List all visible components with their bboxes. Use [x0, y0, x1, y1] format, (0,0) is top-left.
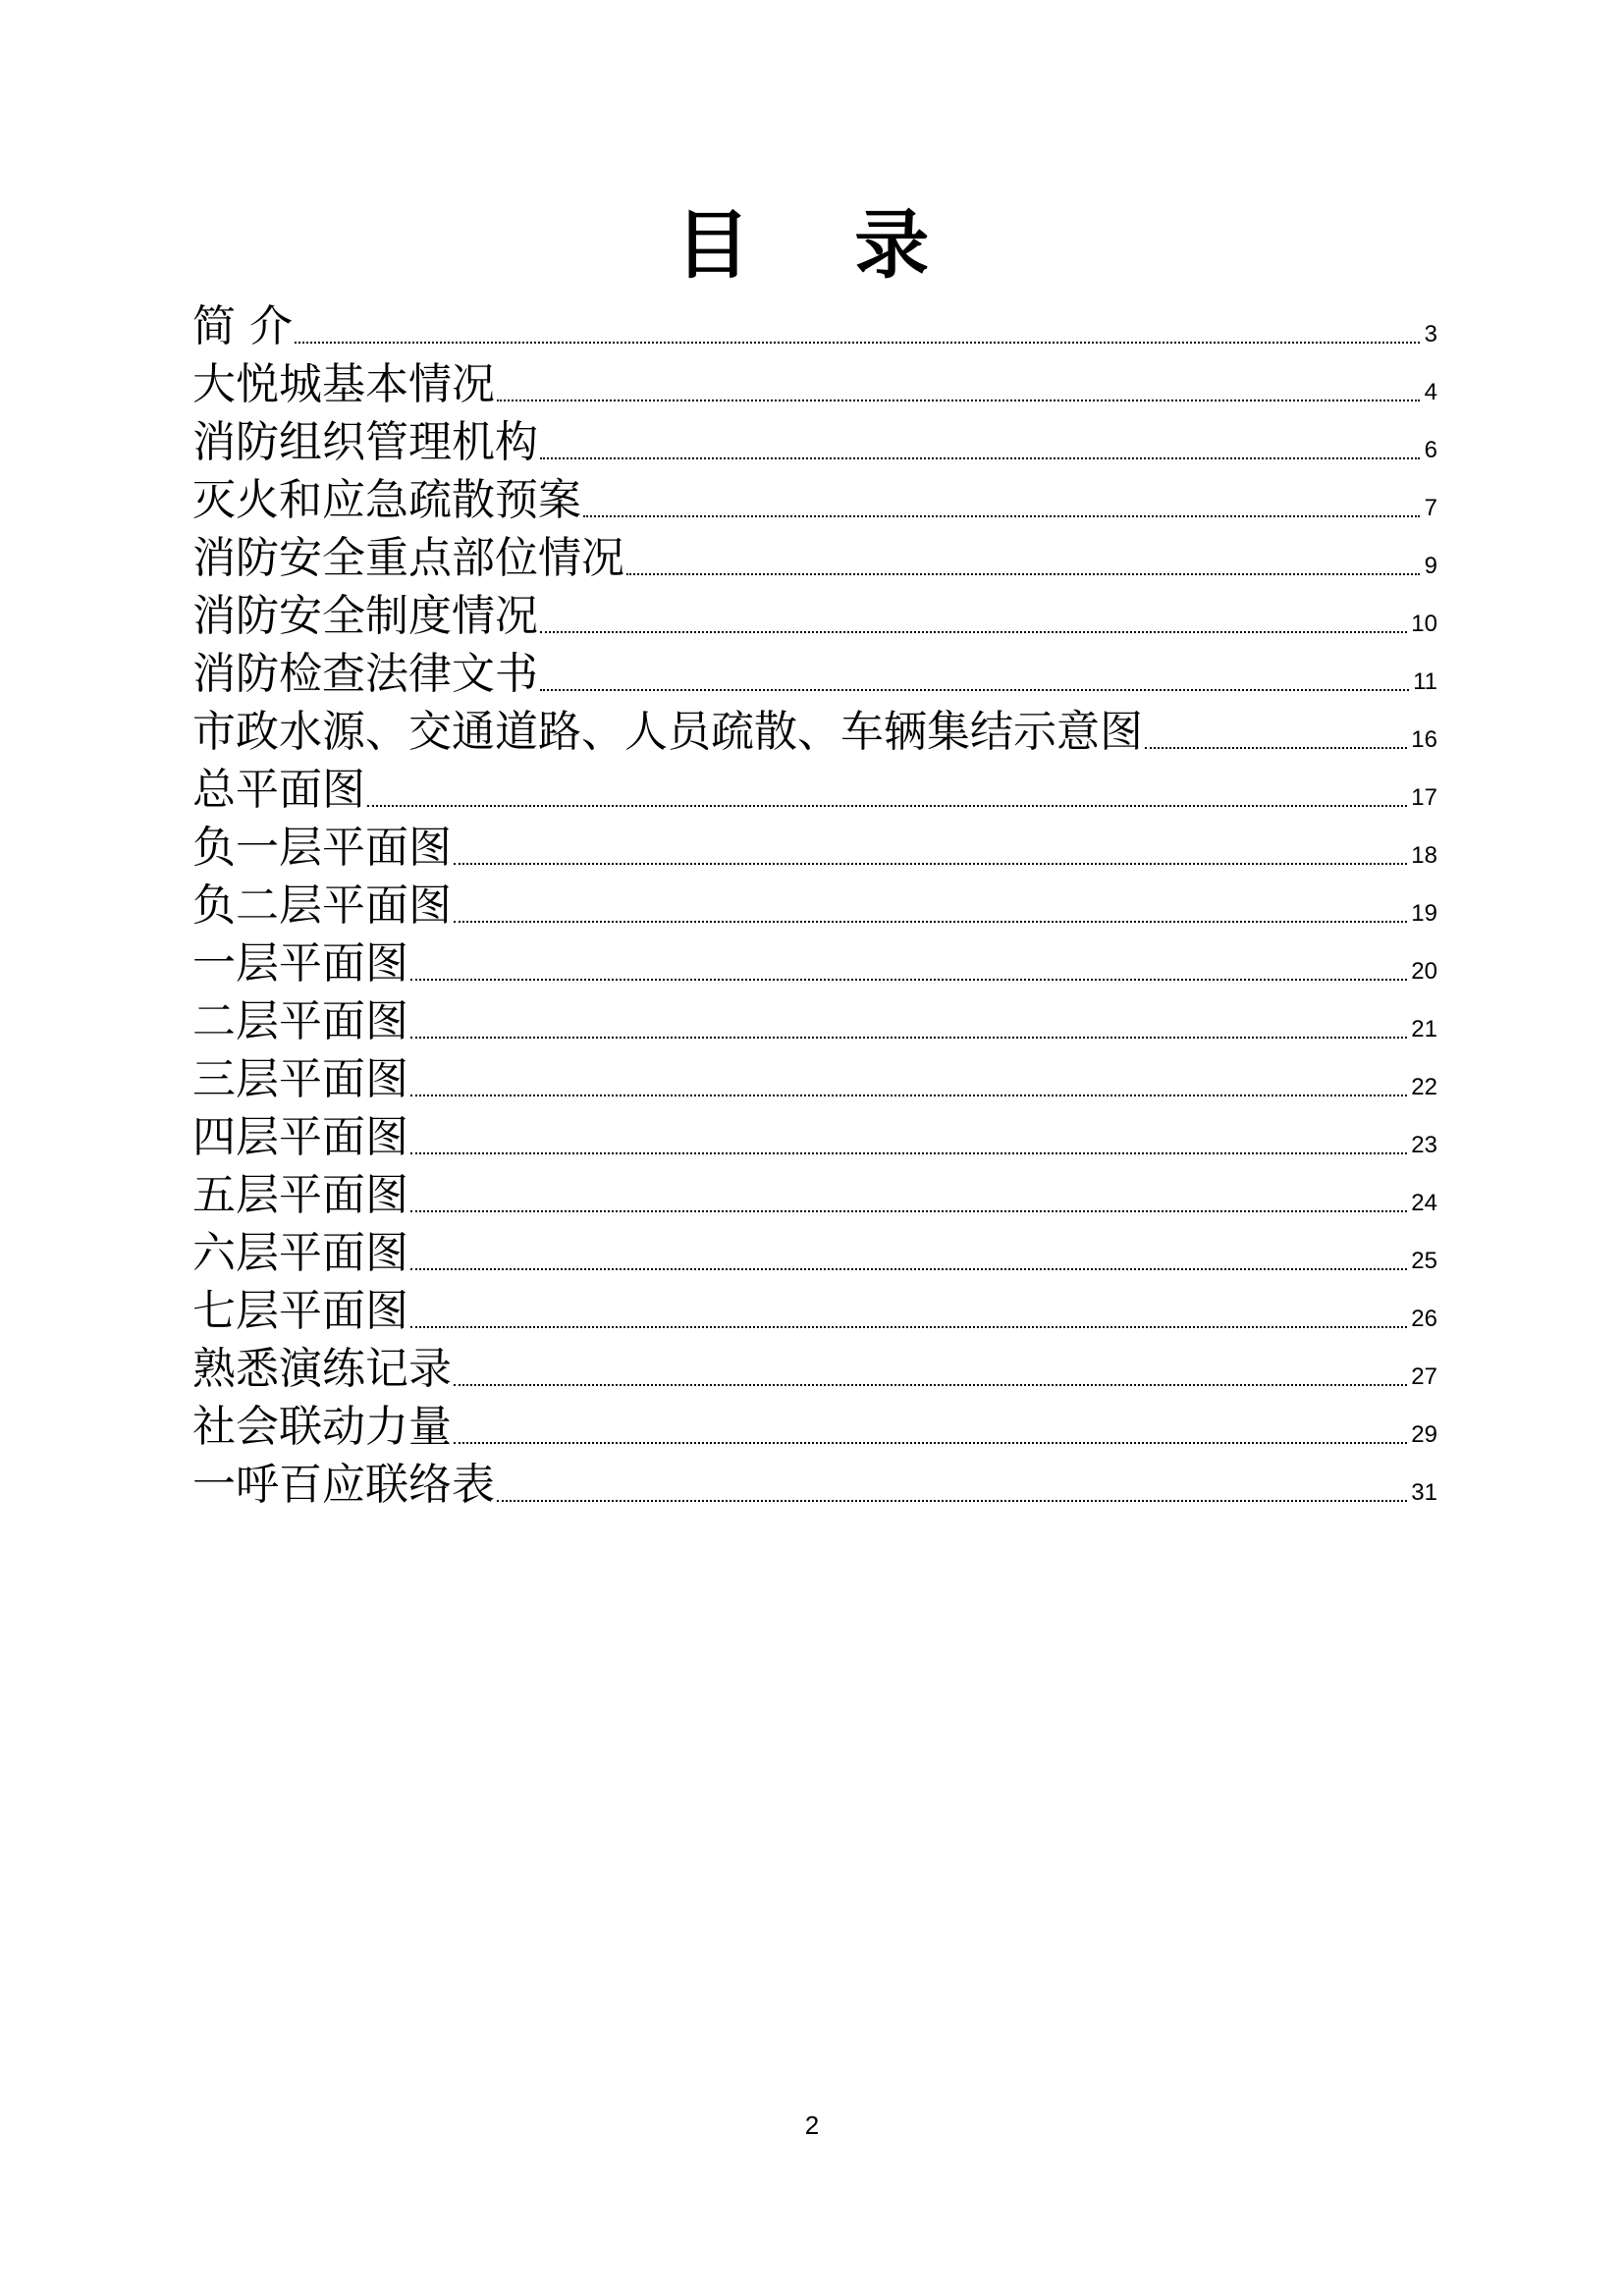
toc-entry-page-number: 27: [1411, 1363, 1437, 1390]
toc-entry-page-number: 19: [1411, 900, 1437, 927]
toc-title: 目 录: [675, 201, 969, 289]
toc-entry-page-number: 7: [1424, 495, 1437, 521]
toc-entry-page-number: 10: [1411, 611, 1437, 637]
toc-entry-label: 熟悉演练记录: [192, 1344, 452, 1394]
toc-entry-label: 六层平面图: [192, 1228, 408, 1278]
toc-entry-label: 负一层平面图: [192, 823, 452, 873]
dot-leader: [497, 1500, 1407, 1502]
toc-entry-label: 总平面图: [192, 765, 365, 815]
toc-entry[interactable]: [192, 468, 1437, 526]
dot-leader: [454, 1442, 1407, 1444]
dot-leader: [540, 457, 1420, 459]
page-number: 2: [804, 2110, 820, 2140]
dot-leader: [410, 1152, 1407, 1154]
toc-entry-page-number: 25: [1411, 1248, 1437, 1274]
dot-leader: [497, 400, 1420, 401]
toc-entry[interactable]: [192, 1453, 1437, 1511]
toc-entry-label: 消防安全制度情况: [192, 591, 538, 641]
toc-entry[interactable]: [192, 758, 1437, 816]
toc-entry-page-number: 20: [1411, 958, 1437, 985]
toc-entry-page-number: 18: [1411, 842, 1437, 869]
toc-entry-page-number: 22: [1411, 1074, 1437, 1100]
toc-entry[interactable]: [192, 816, 1437, 874]
toc-entry[interactable]: [192, 1105, 1437, 1163]
toc-entry[interactable]: [192, 1047, 1437, 1105]
toc-entry-label: 简 介: [192, 301, 293, 351]
dot-leader: [367, 805, 1407, 807]
toc-entry[interactable]: [192, 352, 1437, 410]
toc-entry-label: 灭火和应急疏散预案: [192, 475, 581, 525]
dot-leader: [410, 1037, 1407, 1039]
toc-entry-page-number: 17: [1411, 784, 1437, 811]
dot-leader: [626, 573, 1420, 575]
toc-entry-label: 五层平面图: [192, 1170, 408, 1220]
toc-entry-label: 七层平面图: [192, 1286, 408, 1336]
toc-entry[interactable]: [192, 1221, 1437, 1279]
toc-entry[interactable]: [192, 874, 1437, 932]
toc-entry-label: 消防组织管理机构: [192, 417, 538, 467]
toc-entry[interactable]: [192, 526, 1437, 584]
toc-entry[interactable]: [192, 1337, 1437, 1395]
dot-leader: [410, 1268, 1407, 1270]
dot-leader: [410, 979, 1407, 981]
toc-entry-page-number: 11: [1413, 668, 1437, 695]
dot-leader: [454, 921, 1407, 923]
toc-entry[interactable]: [192, 989, 1437, 1047]
toc-entry-page-number: 21: [1411, 1016, 1437, 1042]
dot-leader: [540, 631, 1407, 633]
toc-entry-page-number: 6: [1424, 437, 1437, 463]
toc-entry[interactable]: [192, 1395, 1437, 1453]
toc-entry-label: 消防检查法律文书: [192, 649, 538, 699]
toc-entry-page-number: 24: [1411, 1190, 1437, 1216]
toc-entry-page-number: 3: [1424, 321, 1437, 347]
toc-entry-label: 市政水源、交通道路、人员疏散、车辆集结示意图: [192, 707, 1143, 757]
toc-entry-page-number: 9: [1424, 553, 1437, 579]
toc-entry-page-number: 16: [1411, 726, 1437, 753]
dot-leader: [410, 1095, 1407, 1096]
toc-entry-page-number: 29: [1411, 1421, 1437, 1448]
toc-entry-label: 消防安全重点部位情况: [192, 533, 624, 583]
toc-entry-label: 大悦城基本情况: [192, 359, 495, 409]
toc-entry-page-number: 23: [1411, 1132, 1437, 1158]
dot-leader: [583, 515, 1420, 517]
table-of-contents: [192, 294, 1437, 1511]
toc-entry-label: 一层平面图: [192, 938, 408, 988]
toc-entry-label: 社会联动力量: [192, 1402, 452, 1452]
toc-entry[interactable]: [192, 294, 1437, 352]
toc-entry-page-number: 26: [1411, 1306, 1437, 1332]
toc-entry[interactable]: [192, 410, 1437, 468]
dot-leader: [295, 342, 1420, 344]
toc-entry-label: 四层平面图: [192, 1112, 408, 1162]
toc-entry-page-number: 4: [1424, 379, 1437, 405]
dot-leader: [454, 863, 1407, 865]
toc-entry-page-number: 31: [1411, 1479, 1437, 1506]
toc-entry-label: 负二层平面图: [192, 881, 452, 931]
toc-entry[interactable]: [192, 700, 1437, 758]
dot-leader: [540, 689, 1409, 691]
dot-leader: [410, 1326, 1407, 1328]
toc-entry-label: 一呼百应联络表: [192, 1460, 495, 1510]
dot-leader: [1145, 747, 1407, 749]
dot-leader: [410, 1210, 1407, 1212]
toc-entry-label: 三层平面图: [192, 1054, 408, 1104]
toc-entry[interactable]: [192, 642, 1437, 700]
toc-entry[interactable]: [192, 1279, 1437, 1337]
toc-entry[interactable]: [192, 584, 1437, 642]
toc-entry[interactable]: [192, 1163, 1437, 1221]
toc-entry-label: 二层平面图: [192, 996, 408, 1046]
dot-leader: [454, 1384, 1407, 1386]
toc-entry[interactable]: [192, 932, 1437, 989]
